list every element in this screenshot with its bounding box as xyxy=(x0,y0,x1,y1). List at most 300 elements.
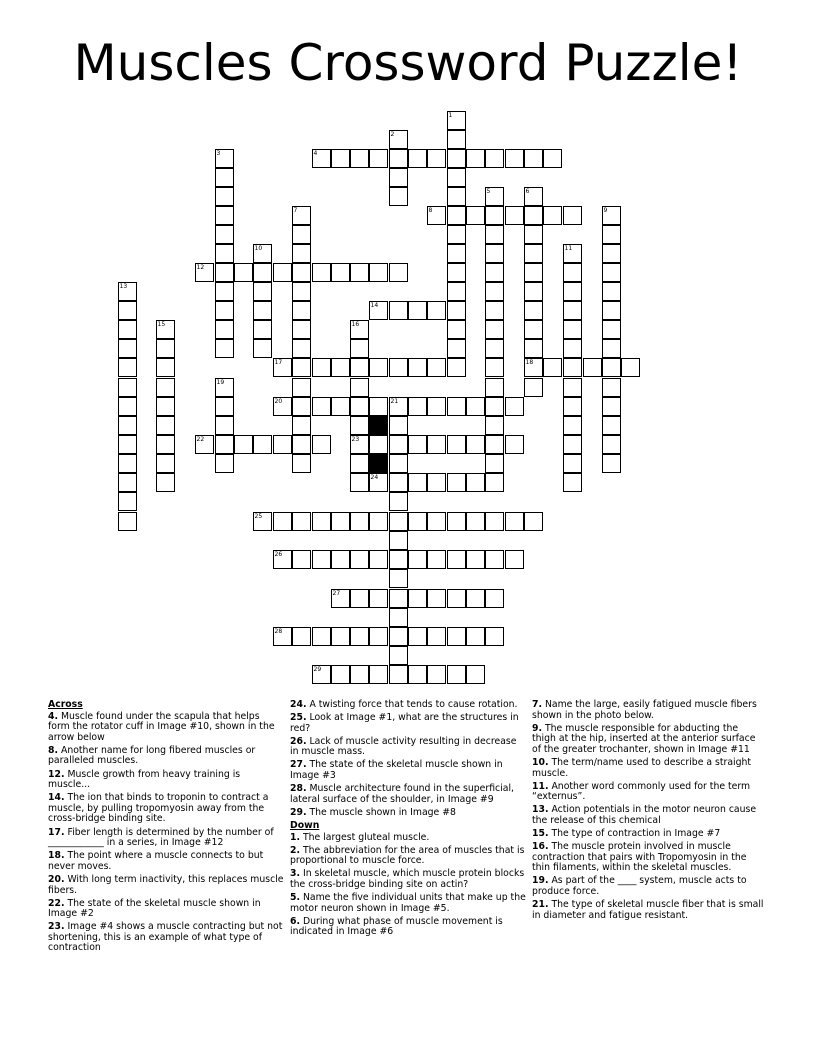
grid-cell[interactable] xyxy=(505,149,524,168)
grid-cell[interactable] xyxy=(331,263,350,282)
grid-cell[interactable] xyxy=(485,378,504,397)
clue-item xyxy=(290,846,526,867)
grid-cell[interactable] xyxy=(389,665,408,684)
grid-cell[interactable] xyxy=(292,320,311,339)
grid-cell[interactable] xyxy=(408,149,427,168)
clue-number: 16 xyxy=(351,320,360,328)
grid-cell[interactable] xyxy=(524,320,543,339)
grid-cell[interactable] xyxy=(292,339,311,358)
grid-cell[interactable] xyxy=(602,378,621,397)
grid-cell[interactable] xyxy=(292,416,311,435)
grid-cell[interactable] xyxy=(563,435,582,454)
grid-cell[interactable] xyxy=(156,378,175,397)
clue-item xyxy=(290,833,526,844)
grid-cell[interactable] xyxy=(485,358,504,377)
clue-number: 9 xyxy=(603,206,608,214)
grid-cell[interactable] xyxy=(485,282,504,301)
grid-cell[interactable] xyxy=(408,473,427,492)
grid-cell[interactable] xyxy=(350,358,369,377)
grid-cell[interactable] xyxy=(466,149,485,168)
grid-cell[interactable] xyxy=(273,512,292,531)
grid-cell[interactable] xyxy=(447,339,466,358)
clue-text: The state of the skeletal muscle shown in Image #3 xyxy=(290,759,503,782)
grid-cell[interactable] xyxy=(292,225,311,244)
clue-number-label: 19. xyxy=(532,875,549,887)
grid-cell[interactable] xyxy=(447,320,466,339)
grid-cell[interactable] xyxy=(447,263,466,282)
down-header: Down xyxy=(290,819,320,831)
grid-cell[interactable] xyxy=(331,358,350,377)
grid-cell[interactable] xyxy=(369,358,388,377)
clue-number-label: 26. xyxy=(290,735,307,747)
grid-cell[interactable] xyxy=(447,244,466,263)
grid-cell[interactable] xyxy=(447,168,466,187)
grid-cell[interactable] xyxy=(543,149,562,168)
clue-number-label: 20. xyxy=(48,873,65,885)
grid-cell[interactable] xyxy=(312,263,331,282)
grid-cell[interactable] xyxy=(156,454,175,473)
grid-cell[interactable] xyxy=(408,589,427,608)
grid-cell[interactable] xyxy=(408,435,427,454)
clue-item xyxy=(48,793,284,825)
grid-cell[interactable] xyxy=(485,320,504,339)
grid-cell[interactable] xyxy=(312,435,331,454)
grid-cell[interactable] xyxy=(118,473,137,492)
grid-cell[interactable] xyxy=(485,512,504,531)
grid-cell[interactable] xyxy=(524,206,543,225)
grid-cell[interactable] xyxy=(563,206,582,225)
grid-cell[interactable] xyxy=(234,263,253,282)
grid-cell[interactable] xyxy=(602,358,621,377)
grid-cell[interactable] xyxy=(369,435,388,454)
grid-cell[interactable] xyxy=(408,550,427,569)
grid-cell[interactable] xyxy=(563,473,582,492)
grid-cell[interactable] xyxy=(350,665,369,684)
clue-number: 20 xyxy=(274,397,283,405)
grid-cell[interactable] xyxy=(253,320,272,339)
grid-cell[interactable] xyxy=(215,435,234,454)
clue-number: 7 xyxy=(293,206,298,214)
grid-cell[interactable] xyxy=(156,339,175,358)
grid-cell[interactable] xyxy=(447,435,466,454)
grid-cell[interactable] xyxy=(447,130,466,149)
grid-cell[interactable] xyxy=(215,339,234,358)
clue-number: 14 xyxy=(370,301,379,309)
grid-cell[interactable] xyxy=(427,397,446,416)
grid-cell[interactable] xyxy=(389,550,408,569)
grid-cell[interactable] xyxy=(215,263,234,282)
grid-cell[interactable] xyxy=(389,608,408,627)
clue-item xyxy=(290,893,526,914)
grid-cell[interactable] xyxy=(215,320,234,339)
clue-number: 25 xyxy=(254,512,263,520)
grid-cell[interactable] xyxy=(563,339,582,358)
clue-number: 22 xyxy=(196,435,205,443)
grid-cell[interactable] xyxy=(389,569,408,588)
grid-cell[interactable] xyxy=(602,320,621,339)
grid-cell[interactable] xyxy=(369,665,388,684)
grid-cell[interactable] xyxy=(215,282,234,301)
grid-cell[interactable] xyxy=(118,435,137,454)
grid-cell[interactable] xyxy=(427,512,446,531)
grid-cell[interactable] xyxy=(485,397,504,416)
clue-number-label: 16. xyxy=(532,841,549,853)
grid-cell[interactable] xyxy=(331,665,350,684)
grid-cell[interactable] xyxy=(118,339,137,358)
clue-item xyxy=(532,805,764,826)
grid-cell[interactable] xyxy=(331,627,350,646)
grid-cell[interactable] xyxy=(427,473,446,492)
grid-cell[interactable] xyxy=(485,589,504,608)
grid-cell[interactable] xyxy=(447,282,466,301)
clue-number-label: 29. xyxy=(290,806,307,818)
grid-cell[interactable] xyxy=(350,454,369,473)
clue-number-label: 24. xyxy=(290,699,307,710)
grid-cell[interactable] xyxy=(408,665,427,684)
grid-cell[interactable] xyxy=(524,378,543,397)
grid-cell[interactable] xyxy=(312,512,331,531)
clue-number-label: 6. xyxy=(290,915,301,927)
grid-cell[interactable] xyxy=(485,244,504,263)
grid-cell[interactable] xyxy=(350,473,369,492)
grid-cell[interactable] xyxy=(563,320,582,339)
grid-cell[interactable] xyxy=(331,512,350,531)
grid-cell[interactable] xyxy=(292,512,311,531)
grid-cell[interactable] xyxy=(427,149,446,168)
grid-cell[interactable] xyxy=(621,358,640,377)
grid-cell[interactable] xyxy=(466,627,485,646)
grid-cell[interactable] xyxy=(485,263,504,282)
grid-cell[interactable] xyxy=(312,550,331,569)
clue-text: A twisting force that tends to cause rotation. xyxy=(306,699,518,710)
grid-cell[interactable] xyxy=(389,187,408,206)
grid-cell[interactable] xyxy=(524,282,543,301)
grid-cell[interactable] xyxy=(466,589,485,608)
grid-cell[interactable] xyxy=(427,358,446,377)
clue-number-label: 12. xyxy=(48,768,65,780)
grid-cell[interactable] xyxy=(389,627,408,646)
grid-cell[interactable] xyxy=(350,339,369,358)
grid-cell[interactable] xyxy=(543,206,562,225)
grid-cell[interactable] xyxy=(350,416,369,435)
clue-item xyxy=(48,875,284,896)
grid-cell[interactable] xyxy=(505,512,524,531)
grid-cell[interactable] xyxy=(389,301,408,320)
grid-cell[interactable] xyxy=(350,627,369,646)
grid-cell[interactable] xyxy=(602,282,621,301)
grid-cell[interactable] xyxy=(369,397,388,416)
grid-cell[interactable] xyxy=(215,225,234,244)
grid-cell[interactable] xyxy=(273,263,292,282)
clue-item xyxy=(290,917,526,938)
grid-cell[interactable] xyxy=(292,550,311,569)
grid-cell[interactable] xyxy=(447,358,466,377)
grid-cell[interactable] xyxy=(485,225,504,244)
grid-cell[interactable] xyxy=(485,435,504,454)
grid-cell[interactable] xyxy=(408,301,427,320)
grid-cell[interactable] xyxy=(408,512,427,531)
clue-number: 19 xyxy=(216,378,225,386)
grid-cell[interactable] xyxy=(118,301,137,320)
clue-text: Muscle growth from heavy training is muscle... xyxy=(48,768,241,791)
grid-cell[interactable] xyxy=(389,531,408,550)
grid-cell[interactable] xyxy=(485,550,504,569)
clue-number-label: 13. xyxy=(532,804,549,816)
grid-cell[interactable] xyxy=(350,149,369,168)
grid-cell[interactable] xyxy=(485,149,504,168)
grid-cell[interactable] xyxy=(118,397,137,416)
grid-cell[interactable] xyxy=(602,301,621,320)
grid-cell[interactable] xyxy=(253,435,272,454)
grid-cell[interactable] xyxy=(118,378,137,397)
grid-cell[interactable] xyxy=(389,589,408,608)
grid-cell[interactable] xyxy=(156,397,175,416)
grid-cell[interactable] xyxy=(389,149,408,168)
clue-number-label: 10. xyxy=(532,756,549,768)
grid-cell[interactable] xyxy=(602,454,621,473)
grid-cell[interactable] xyxy=(447,589,466,608)
grid-cell[interactable] xyxy=(466,512,485,531)
grid-cell[interactable] xyxy=(563,416,582,435)
clue-text: Muscle found under the scapula that helps form the rotator cuff in Image #10, shown in the arrow below xyxy=(48,710,275,743)
grid-cell[interactable] xyxy=(447,473,466,492)
grid-cell[interactable] xyxy=(118,358,137,377)
grid-cell[interactable] xyxy=(447,225,466,244)
grid-cell[interactable] xyxy=(408,627,427,646)
grid-cell[interactable] xyxy=(389,473,408,492)
grid-cell[interactable] xyxy=(466,550,485,569)
grid-cell[interactable] xyxy=(118,416,137,435)
grid-cell[interactable] xyxy=(505,206,524,225)
grid-cell[interactable] xyxy=(485,627,504,646)
grid-cell[interactable] xyxy=(350,512,369,531)
clue-item xyxy=(532,700,764,721)
grid-cell[interactable] xyxy=(312,397,331,416)
grid-cell[interactable] xyxy=(427,589,446,608)
grid-cell[interactable] xyxy=(118,512,137,531)
grid-cell[interactable] xyxy=(563,282,582,301)
grid-cell[interactable] xyxy=(466,473,485,492)
grid-cell[interactable] xyxy=(389,435,408,454)
clue-item xyxy=(532,782,764,803)
grid-cell[interactable] xyxy=(292,301,311,320)
grid-cell[interactable] xyxy=(369,627,388,646)
grid-cell[interactable] xyxy=(524,301,543,320)
grid-cell[interactable] xyxy=(602,263,621,282)
clue-number: 15 xyxy=(157,320,166,328)
grid-cell[interactable] xyxy=(156,473,175,492)
grid-cell[interactable] xyxy=(389,454,408,473)
grid-cell[interactable] xyxy=(215,206,234,225)
grid-cell[interactable] xyxy=(312,358,331,377)
grid-cell[interactable] xyxy=(563,301,582,320)
grid-cell[interactable] xyxy=(447,665,466,684)
clue-number: 6 xyxy=(525,187,530,195)
grid-cell[interactable] xyxy=(447,512,466,531)
grid-cell[interactable] xyxy=(524,244,543,263)
grid-cell[interactable] xyxy=(331,397,350,416)
clue-number-label: 8. xyxy=(48,744,59,756)
grid-cell[interactable] xyxy=(447,206,466,225)
grid-cell[interactable] xyxy=(369,263,388,282)
grid-cell[interactable] xyxy=(427,550,446,569)
grid-cell[interactable] xyxy=(118,320,137,339)
grid-cell[interactable] xyxy=(350,378,369,397)
grid-cell[interactable] xyxy=(389,492,408,511)
clues-column-3 xyxy=(532,700,764,924)
grid-cell[interactable] xyxy=(292,435,311,454)
grid-cell[interactable] xyxy=(331,550,350,569)
clue-number-label: 3. xyxy=(290,868,301,880)
grid-cell[interactable] xyxy=(447,550,466,569)
grid-cell[interactable] xyxy=(331,149,350,168)
grid-cell[interactable] xyxy=(350,589,369,608)
grid-cell[interactable] xyxy=(505,435,524,454)
grid-cell[interactable] xyxy=(292,397,311,416)
grid-cell[interactable] xyxy=(369,149,388,168)
grid-cell[interactable] xyxy=(466,435,485,454)
grid-cell[interactable] xyxy=(602,397,621,416)
grid-cell[interactable] xyxy=(602,339,621,358)
grid-cell[interactable] xyxy=(312,627,331,646)
grid-cell[interactable] xyxy=(524,263,543,282)
grid-cell[interactable] xyxy=(485,473,504,492)
grid-cell[interactable] xyxy=(292,627,311,646)
grid-cell[interactable] xyxy=(292,263,311,282)
clue-text: The abbreviation for the area of muscles that is proportional to muscle force. xyxy=(290,844,525,867)
clue-item xyxy=(48,746,284,767)
grid-cell[interactable] xyxy=(389,263,408,282)
grid-cell[interactable] xyxy=(524,149,543,168)
clue-text: Fiber length is determined by the number of ____________ in a series, in Image #12 xyxy=(48,826,274,849)
grid-cell[interactable] xyxy=(369,550,388,569)
grid-cell[interactable] xyxy=(215,454,234,473)
grid-cell[interactable] xyxy=(215,397,234,416)
grid-cell[interactable] xyxy=(253,263,272,282)
grid-cell[interactable] xyxy=(602,244,621,263)
clue-number: 24 xyxy=(370,473,379,481)
grid-cell[interactable] xyxy=(447,397,466,416)
grid-cell[interactable] xyxy=(253,301,272,320)
clue-number-label: 23. xyxy=(48,921,65,933)
grid-cell[interactable] xyxy=(602,435,621,454)
clue-number: 3 xyxy=(216,149,221,157)
grid-cell[interactable] xyxy=(427,665,446,684)
grid-cell[interactable] xyxy=(292,244,311,263)
grid-cell[interactable] xyxy=(215,416,234,435)
clue-text: The type of skeletal muscle fiber that is small in diameter and fatigue resistant. xyxy=(532,899,764,921)
grid-cell[interactable] xyxy=(602,225,621,244)
grid-cell[interactable] xyxy=(505,397,524,416)
grid-cell[interactable] xyxy=(485,339,504,358)
grid-cell[interactable] xyxy=(485,454,504,473)
grid-cell[interactable] xyxy=(389,512,408,531)
grid-cell[interactable] xyxy=(447,627,466,646)
grid-cell[interactable] xyxy=(447,149,466,168)
clue-item xyxy=(48,770,284,791)
grid-cell[interactable] xyxy=(292,358,311,377)
clue-item xyxy=(532,829,764,840)
grid-cell[interactable] xyxy=(524,225,543,244)
clue-text: The ion that binds to troponin to contract a muscle, by pulling tropomyosin away from the cross-bridge binding site. xyxy=(48,792,269,825)
grid-cell[interactable] xyxy=(583,358,602,377)
grid-cell[interactable] xyxy=(253,282,272,301)
grid-cell[interactable] xyxy=(215,301,234,320)
grid-cell[interactable] xyxy=(563,263,582,282)
grid-cell[interactable] xyxy=(350,397,369,416)
grid-cell[interactable] xyxy=(156,416,175,435)
clues-column-1 xyxy=(48,700,284,957)
grid-cell[interactable] xyxy=(505,550,524,569)
grid-cell[interactable] xyxy=(215,168,234,187)
grid-cell[interactable] xyxy=(118,454,137,473)
grid-cell[interactable] xyxy=(602,416,621,435)
grid-cell[interactable] xyxy=(253,339,272,358)
grid-cell[interactable] xyxy=(292,378,311,397)
grid-cell[interactable] xyxy=(427,301,446,320)
grid-cell[interactable] xyxy=(408,358,427,377)
grid-cell[interactable] xyxy=(563,454,582,473)
grid-cell[interactable] xyxy=(524,512,543,531)
grid-cell[interactable] xyxy=(369,512,388,531)
grid-cell[interactable] xyxy=(350,263,369,282)
grid-cell[interactable] xyxy=(466,397,485,416)
grid-cell[interactable] xyxy=(234,435,253,454)
grid-cell[interactable] xyxy=(563,397,582,416)
grid-cell[interactable] xyxy=(563,358,582,377)
clue-text: The largest gluteal muscle. xyxy=(300,831,430,843)
clue-item xyxy=(290,737,526,758)
grid-cell[interactable] xyxy=(389,358,408,377)
grid-cell[interactable] xyxy=(447,187,466,206)
grid-cell[interactable] xyxy=(485,301,504,320)
grid-cell[interactable] xyxy=(485,416,504,435)
grid-cell[interactable] xyxy=(427,435,446,454)
clue-number: 4 xyxy=(313,149,318,157)
grid-cell[interactable] xyxy=(292,282,311,301)
clue-item xyxy=(290,784,526,805)
grid-cell[interactable] xyxy=(543,358,562,377)
clue-number: 10 xyxy=(254,244,263,252)
clue-text: During what phase of muscle movement is indicated in Image #6 xyxy=(290,915,503,938)
clue-number-label: 25. xyxy=(290,712,307,724)
clue-text: The muscle shown in Image #8 xyxy=(306,806,456,818)
grid-cell[interactable] xyxy=(215,187,234,206)
clue-number-label: 27. xyxy=(290,759,307,771)
grid-cell[interactable] xyxy=(118,492,137,511)
grid-cell[interactable] xyxy=(524,339,543,358)
grid-cell[interactable] xyxy=(485,206,504,225)
clue-text: The muscle responsible for abducting the thigh at the hip, inserted at the anterior surface of the greater trochanter, shown in Image #11 xyxy=(532,722,756,755)
grid-cell[interactable] xyxy=(389,168,408,187)
grid-cell[interactable] xyxy=(466,665,485,684)
grid-cell[interactable] xyxy=(156,358,175,377)
grid-cell[interactable] xyxy=(466,206,485,225)
grid-cell[interactable] xyxy=(447,301,466,320)
grid-cell[interactable] xyxy=(273,435,292,454)
grid-cell[interactable] xyxy=(215,244,234,263)
grid-cell[interactable] xyxy=(292,454,311,473)
grid-cell[interactable] xyxy=(389,646,408,665)
grid-cell[interactable] xyxy=(408,397,427,416)
grid-cell[interactable] xyxy=(563,378,582,397)
grid-cell[interactable] xyxy=(389,416,408,435)
clue-text: Name the five individual units that make up the motor neuron shown in Image #5. xyxy=(290,892,526,914)
grid-cell[interactable] xyxy=(369,589,388,608)
grid-cell[interactable] xyxy=(427,627,446,646)
grid-cell[interactable] xyxy=(156,435,175,454)
grid-cell[interactable] xyxy=(350,550,369,569)
